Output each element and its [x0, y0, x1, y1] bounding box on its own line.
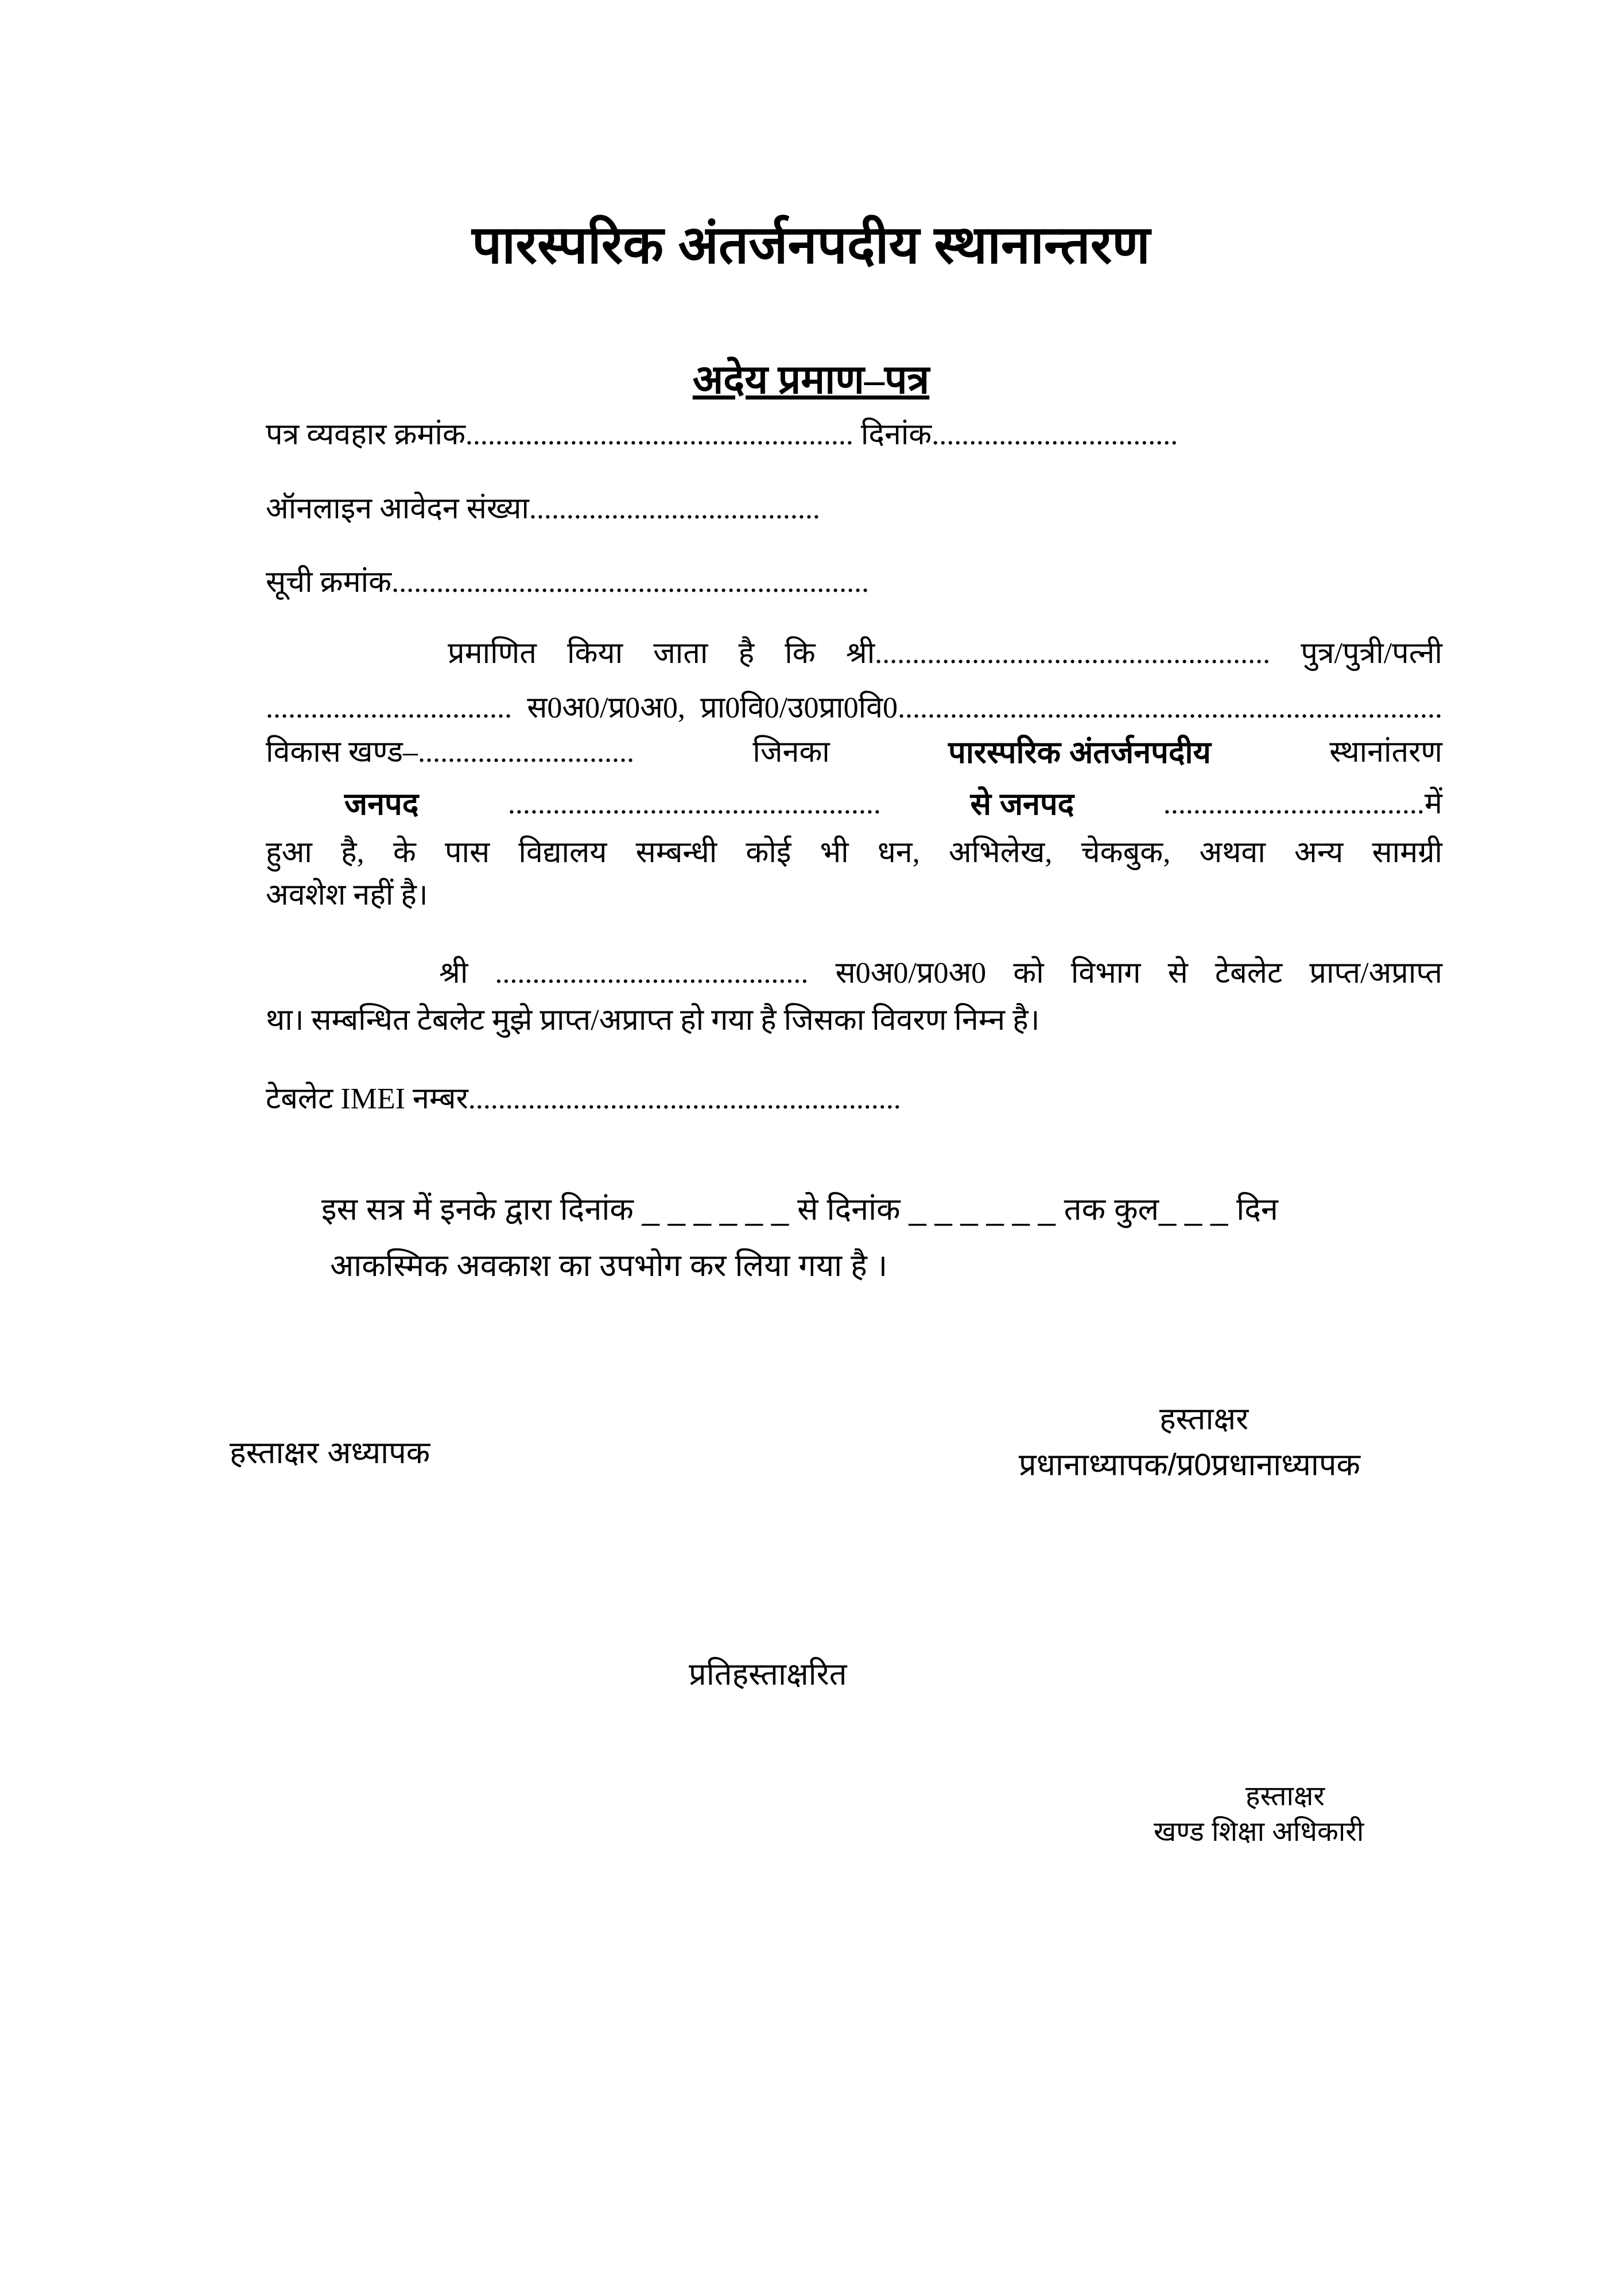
beo-title: खण्ड शिक्षा अधिकारी: [1154, 1817, 1364, 1847]
para1-line4: [344, 786, 1442, 823]
countersigned-label: प्रतिहस्ताक्षरित: [689, 1657, 847, 1692]
teacher-signature-label: हस्ताक्षर अध्यापक: [230, 1436, 430, 1470]
list-number-field: सूची क्रमांक................................................................: [266, 566, 870, 599]
to-district-label: से जनपद: [970, 787, 1074, 821]
document-title: पारस्परिक अंतर्जनपदीय स्थानान्तरण: [472, 216, 1150, 274]
imei-field: टेबलेट IMEI नम्बर..........................................................: [266, 1083, 901, 1115]
subtitle-text: अदेय प्रमाण–पत्र: [692, 358, 930, 402]
leave-line2: आकस्मिक अवकाश का उपभोग कर लिया गया है ।: [330, 1248, 888, 1283]
para2-line2: था। सम्बन्धित टेबलेट मुझे प्राप्त/अप्राप्त हो गया है जिसका विवरण निम्न है।: [266, 1004, 1040, 1037]
para2-line1: श्री .......................................... स0अ0/प्र0अ0 को विभाग से टेबलेट प्राप्त/अप्राप्त: [439, 957, 1442, 990]
letter-number-field: पत्र व्यवहार क्रमांक.................................................... दिनांक.................................: [266, 418, 1178, 451]
beo-signature-label: हस्ताक्षर: [1245, 1781, 1325, 1812]
para1-line6: अवशेश नहीं है।: [266, 879, 428, 912]
document-subtitle: [0, 350, 1622, 405]
para1-line3: [266, 734, 1442, 771]
online-application-field: ऑनलाइन आवेदन संख्या.......................................: [266, 492, 820, 525]
transfer-type: पारस्परिक अंतर्जनपदीय: [948, 735, 1211, 770]
para1-line2: ................................. स0अ0/प्र0अ0, प्रा0वि0/उ0प्रा0वि0.........................................................................: [266, 692, 1442, 724]
headmaster-signature-label: हस्ताक्षर: [1159, 1402, 1249, 1436]
para1-text: स्थानांतरण: [1329, 736, 1442, 769]
para1-line1: प्रमाणित किया जाता है कि श्री..................................................... पुत्र/पुत्री/पत्नी: [448, 637, 1442, 670]
leave-line1: इस सत्र में इनके द्वारा दिनांक _ _ _ _ _ _ से दिनांक _ _ _ _ _ _ तक कुल_ _ _ दिन: [321, 1192, 1278, 1227]
from-district-field: ..................................................: [507, 788, 881, 820]
to-district-field: ...................................में: [1163, 788, 1442, 820]
para1-line5: हुआ है, के पास विद्यालय सम्बन्धी कोई भी धन, अभिलेख, चेकबुक, अथवा अन्य सामग्री: [266, 836, 1442, 869]
from-district-label: जनपद: [344, 787, 419, 821]
block-field: विकास खण्ड–.............................: [266, 736, 634, 769]
para1-text: जिनका: [752, 736, 830, 769]
headmaster-title: प्रधानाध्यापक/प्र0प्रधानाध्यापक: [1019, 1448, 1361, 1482]
